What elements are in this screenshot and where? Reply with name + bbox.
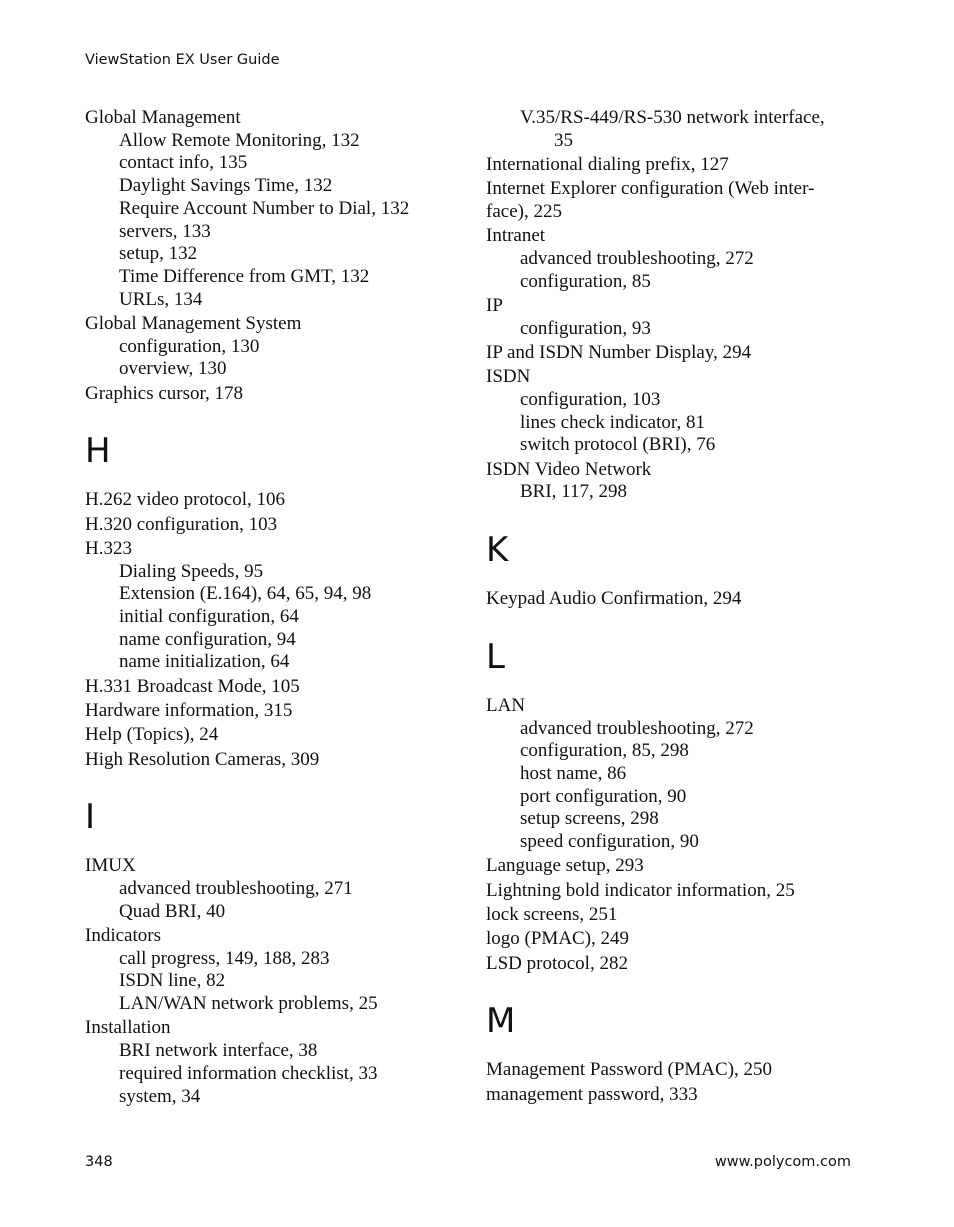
index-subentry: BRI, 117, 298 <box>520 481 627 503</box>
index-entry <box>85 538 455 674</box>
index-subentry: ISDN line, 82 <box>119 970 226 992</box>
index-entry: management password, 333 <box>486 1083 698 1105</box>
index-term: IP <box>486 295 503 316</box>
index-subentry: configuration, 93 <box>520 317 651 339</box>
section-letter-h: H <box>85 431 111 472</box>
index-entry <box>85 925 455 1016</box>
index-subentry: initial configuration, 64 <box>119 606 299 628</box>
section-letter-k: K <box>486 530 509 571</box>
index-entry <box>486 295 866 340</box>
index-subentry: configuration, 130 <box>119 335 260 357</box>
index-term: IMUX <box>85 855 136 877</box>
index-entry: Help (Topics), 24 <box>85 724 219 746</box>
index-term: Installation <box>85 1017 171 1039</box>
index-subentry: Daylight Savings Time, 132 <box>119 175 333 197</box>
index-term: LAN <box>486 694 526 716</box>
index-subentry: speed configuration, 90 <box>520 831 699 853</box>
index-subentry: Extension (E.164), 64, 65, 94, 98 <box>119 583 372 605</box>
index-entry: H.331 Broadcast Mode, 105 <box>85 675 300 697</box>
index-term: Global Management <box>85 107 241 128</box>
index-subentry: Require Account Number to Dial, 132 <box>119 197 410 219</box>
index-subentry: system, 34 <box>119 1085 201 1107</box>
index-entry <box>85 1017 455 1108</box>
subentry-list <box>85 336 455 381</box>
index-entry: lock screens, 251 <box>486 903 618 925</box>
index-entry: logo (PMAC), 249 <box>486 928 630 950</box>
index-subentry: required information checklist, 33 <box>119 1062 378 1084</box>
index-subentry: name configuration, 94 <box>119 628 296 650</box>
page-number: 348 <box>85 1154 113 1170</box>
index-entry <box>486 225 866 293</box>
index-term: Global Management System <box>85 312 302 334</box>
index-subentry: advanced troubleshooting, 272 <box>520 248 754 269</box>
index-entry: H.262 video protocol, 106 <box>85 489 286 511</box>
footer-website: www.polycom.com <box>714 1154 851 1170</box>
index-subentry-continued <box>486 107 866 152</box>
index-entry <box>85 313 455 381</box>
index-subentry: configuration, 85, 298 <box>520 740 689 762</box>
index-subentry: Quad BRI, 40 <box>119 900 226 922</box>
subentry-list <box>85 948 455 1016</box>
index-subentry: contact info, 135 <box>119 152 248 174</box>
index-subentry: host name, 86 <box>520 762 627 784</box>
index-subentry: servers, 133 <box>119 220 211 242</box>
index-entry <box>486 459 866 504</box>
index-term: Intranet <box>486 225 546 247</box>
index-entry <box>85 107 455 311</box>
index-entry <box>85 855 455 923</box>
subentry-list <box>486 718 866 854</box>
index-entry <box>486 178 866 223</box>
index-entry: Hardware information, 315 <box>85 700 293 722</box>
index-subentry: Time Difference from GMT, 132 <box>119 265 370 287</box>
index-subentry: Allow Remote Monitoring, 132 <box>119 129 360 151</box>
section-letter-i: I <box>85 797 96 838</box>
index-entry: Keypad Audio Confirmation, 294 <box>486 588 742 610</box>
subentry-list <box>486 389 866 457</box>
index-term: ISDN Video Network <box>486 458 652 480</box>
index-subentry: advanced troubleshooting, 271 <box>119 878 353 900</box>
index-entry: Graphics cursor, 178 <box>85 382 244 404</box>
index-term: Internet Explorer configuration (Web inter- <box>486 178 815 200</box>
index-entry: International dialing prefix, 127 <box>486 154 729 175</box>
index-subentry: V.35/RS-449/RS-530 network interface, <box>520 107 825 128</box>
subentry-list <box>85 130 455 312</box>
index-subentry: configuration, 85 <box>520 270 651 292</box>
index-subentry: advanced troubleshooting, 272 <box>520 717 754 739</box>
index-subentry: lines check indicator, 81 <box>520 411 705 433</box>
subentry-list <box>486 318 866 341</box>
index-subentry: port configuration, 90 <box>520 785 687 807</box>
subentry-list <box>486 248 866 293</box>
index-entry: H.320 configuration, 103 <box>85 513 278 535</box>
section-letter-l: L <box>486 636 505 677</box>
index-subentry: call progress, 149, 188, 283 <box>119 947 330 969</box>
index-subentry: switch protocol (BRI), 76 <box>520 434 716 456</box>
index-subentry: configuration, 103 <box>520 389 661 410</box>
index-subentry: BRI network interface, 38 <box>119 1040 318 1062</box>
index-subentry: Dialing Speeds, 95 <box>119 560 264 582</box>
subentry-list <box>85 1040 455 1108</box>
index-subentry: LAN/WAN network problems, 25 <box>119 993 378 1015</box>
index-entry <box>486 695 866 854</box>
subentry-list <box>486 481 866 504</box>
index-subentry: name initialization, 64 <box>119 651 290 673</box>
index-entry: Language setup, 293 <box>486 855 644 877</box>
index-subentry-wrap: 35 <box>554 129 573 151</box>
index-subentry: setup screens, 298 <box>520 808 659 830</box>
index-entry: Lightning bold indicator information, 25 <box>486 879 795 901</box>
subentry-list <box>85 878 455 923</box>
index-entry: LSD protocol, 282 <box>486 952 628 974</box>
index-subentry: URLs, 134 <box>119 288 203 310</box>
index-term: ISDN <box>486 366 531 388</box>
index-entry: Management Password (PMAC), 250 <box>486 1059 773 1081</box>
index-term-wrap: face), 225 <box>486 201 562 222</box>
running-header: ViewStation EX User Guide <box>85 52 280 68</box>
index-entry: IP and ISDN Number Display, 294 <box>486 342 752 363</box>
index-entry <box>486 366 866 457</box>
subentry-list <box>85 561 455 675</box>
index-term: Indicators <box>85 925 161 947</box>
index-entry: High Resolution Cameras, 309 <box>85 748 320 770</box>
section-letter-m: M <box>486 1001 516 1042</box>
index-column-right <box>486 107 866 1108</box>
index-subentry: setup, 132 <box>119 243 198 265</box>
index-subentry: overview, 130 <box>119 358 227 380</box>
index-term: H.323 <box>85 537 132 559</box>
index-column-left <box>85 107 455 1110</box>
